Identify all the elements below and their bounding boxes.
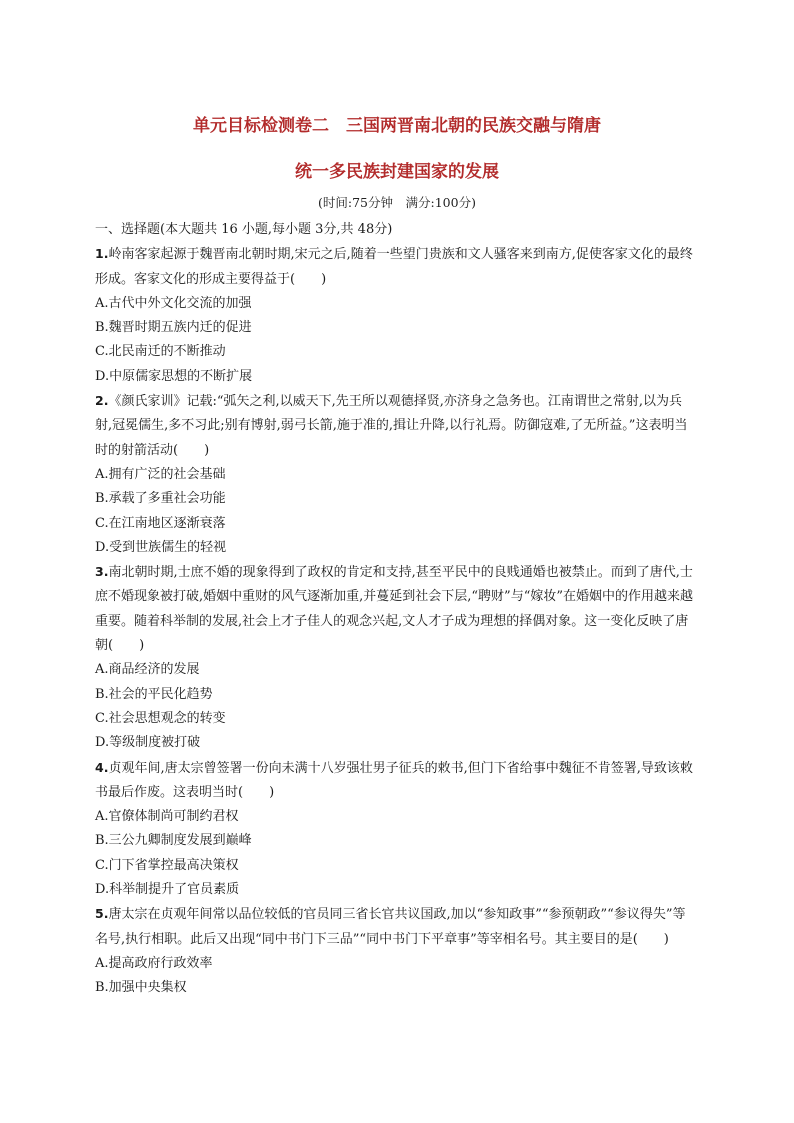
option-c: C.社会思想观念的转变 xyxy=(95,710,226,726)
question-text: 唐太宗在贞观年间常以品位较低的官员同三省长官共议国政,加以“参知政事”“参预朝政”“参议得失”等名号,执行相职。此后又出现“同中书门下三品”“同中书门下平章事”等宰相名号。其主要目的是( ) xyxy=(95,907,686,947)
option-d: D.中原儒家思想的不断扩展 xyxy=(95,368,253,384)
exam-title-line2: 统一多民族封建国家的发展 xyxy=(295,162,499,182)
exam-title-line1: 单元目标检测卷二 三国两晋南北朝的民族交融与隋唐 xyxy=(193,116,601,136)
option-d: D.受到世族儒生的轻视 xyxy=(95,539,227,555)
question-stem xyxy=(95,242,695,292)
question-number: 4. xyxy=(95,759,109,775)
question-stem xyxy=(95,560,695,658)
question-3 xyxy=(95,560,695,755)
question-number: 1. xyxy=(95,246,109,262)
option-b: B.社会的平民化趋势 xyxy=(95,686,213,702)
question-number: 2. xyxy=(95,393,109,409)
question-2 xyxy=(95,389,695,560)
option-c: C.门下省掌控最高决策权 xyxy=(95,857,239,873)
question-number: 5. xyxy=(95,906,109,922)
question-stem xyxy=(95,756,695,806)
exam-content xyxy=(95,218,695,1001)
option-a: A.提高政府行政效率 xyxy=(95,955,213,971)
option-d: D.科举制提升了官员素质 xyxy=(95,882,240,898)
question-text: 南北朝时期,士庶不婚的现象得到了政权的肯定和支持,甚至平民中的良贱通婚也被禁止。而到了唐代,士庶不婚现象被打破,婚姻中重财的风气逐渐加重,并蔓延到社会下层,“聘财”与“嫁妆”在婚姻中的作用越来越重要。随着科举制的发展,社会上才子佳人的观念兴起,文人才子成为理想的择偶对象。这一变化反映了唐朝( ) xyxy=(95,565,693,654)
question-stem xyxy=(95,902,695,952)
option-b: B.三公九卿制度发展到巅峰 xyxy=(95,833,252,849)
option-c: C.在江南地区逐渐衰落 xyxy=(95,515,226,531)
question-number: 3. xyxy=(95,564,109,580)
option-b: B.承载了多重社会功能 xyxy=(95,491,226,507)
exam-time-score: (时间:75分钟 满分:100分) xyxy=(318,195,476,210)
question-4 xyxy=(95,756,695,903)
option-a: A.商品经济的发展 xyxy=(95,662,200,678)
option-a: A.官僚体制尚可制约君权 xyxy=(95,809,239,825)
question-text: 岭南客家起源于魏晋南北朝时期,宋元之后,随着一些望门贵族和文人骚客来到南方,促使客家文化的最终形成。客家文化的形成主要得益于( ) xyxy=(95,247,693,287)
question-text: 贞观年间,唐太宗曾签署一份向未满十八岁强壮男子征兵的敕书,但门下省给事中魏征不肯签署,导致该敕书最后作废。这表明当时( ) xyxy=(95,760,693,800)
option-a: A.拥有广泛的社会基础 xyxy=(95,466,226,482)
question-text: 《颜氏家训》记载:“弧矢之利,以威天下,先王所以观德择贤,亦济身之急务也。江南谓世之常射,以为兵射,冠冕儒生,多不习此;别有博射,弱弓长箭,施于准的,揖让升降,以行礼焉。防御寇难,了无所益。”这表明当时的射箭活动( ) xyxy=(95,394,688,458)
option-a: A.古代中外文化交流的加强 xyxy=(95,295,252,311)
option-b: B.加强中央集权 xyxy=(95,980,187,996)
option-b: B.魏晋时期五族内迁的促进 xyxy=(95,320,252,336)
question-5 xyxy=(95,902,695,1000)
question-stem xyxy=(95,389,695,463)
question-1 xyxy=(95,242,695,389)
option-d: D.等级制度被打破 xyxy=(95,735,201,751)
option-c: C.北民南迁的不断推动 xyxy=(95,344,226,360)
section-heading: 一、选择题(本大题共 16 小题,每小题 3分,共 48分) xyxy=(95,222,393,237)
